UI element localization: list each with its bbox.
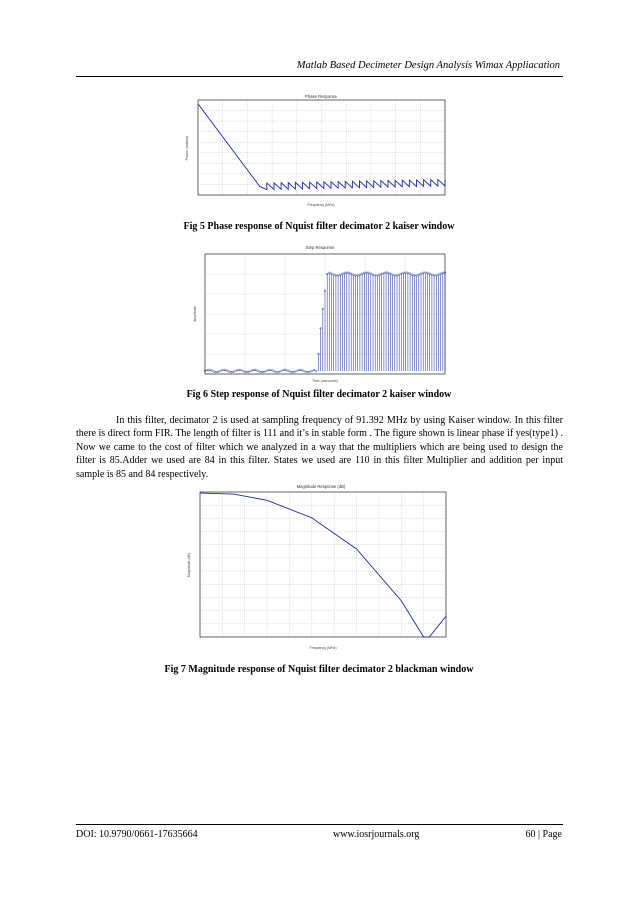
footer-doi: DOI: 10.9790/0661-17635664 [76,829,198,840]
paragraph-text: In this filter, decimator 2 is used at sampling frequency of 91.392 MHz by using Kaiser window. In this filter there is direct form FIR. The length of filter is 111 and it’s in stable form . The figure shown is linear phase if yes(type1) . Now we came to the cost of filter which we analyzed in a way that the multipliers which are being used to design the filter is 85.Adder we used are 84 in this filter. States we used are 110 in this filter Multiplier and addition per input sample is 85 and 84 respectively. [76,415,563,480]
stem-marker [243,371,245,373]
plot-title: Phase Response [305,94,337,99]
step-response-plot [185,242,450,385]
plot-title: Magnitude Response (dB) [296,484,346,489]
plot-grid [198,100,445,195]
phase-response-plot [180,90,450,210]
body-paragraph [76,414,563,481]
footer-page: 60 | Page [525,829,562,840]
stem-marker [302,370,304,372]
stem-marker [287,370,289,372]
stem-marker [256,370,258,372]
stem-marker [213,371,215,373]
stem-marker [211,370,213,372]
stem-marker [311,370,313,372]
x-axis-label: Frequency (MHz) [309,646,337,650]
magnitude-response-plot [176,483,451,653]
x-axis-label: Frequency (MHz) [307,203,335,207]
header-rule [76,76,563,77]
plot-title: Step Response [305,245,335,250]
stem-marker [315,370,317,372]
y-axis-label: Magnitude (dB) [187,553,191,577]
figure-step-response [185,242,450,385]
figure-phase-response [180,90,450,210]
x-axis-label: Time (useconds) [312,379,338,383]
stem-marker [296,370,298,372]
stem-marker [259,371,261,373]
figure-magnitude-response [176,483,451,653]
y-axis-label: Phase (radians) [185,135,189,161]
plot-grid [200,492,446,637]
figure-caption: Fig 6 Step response of Nquist filter decimator 2 kaiser window [186,389,452,400]
figure-caption: Fig 7 Magnitude response of Nquist filter decimator 2 blackman window [164,664,474,675]
stem-marker [241,370,243,372]
figure-caption: Fig 5 Phase response of Nquist filter decimator 2 kaiser window [183,221,455,232]
stem-marker [289,371,291,373]
footer-website: www.iosrjournals.org [333,829,420,840]
plot-frame [200,492,446,637]
magnitude-curve [200,493,446,637]
y-axis-label: Amplitude [193,306,197,322]
footer-rule [76,824,563,825]
running-header: Matlab Based Decimeter Design Analysis Wimax Appliacation [296,60,560,71]
